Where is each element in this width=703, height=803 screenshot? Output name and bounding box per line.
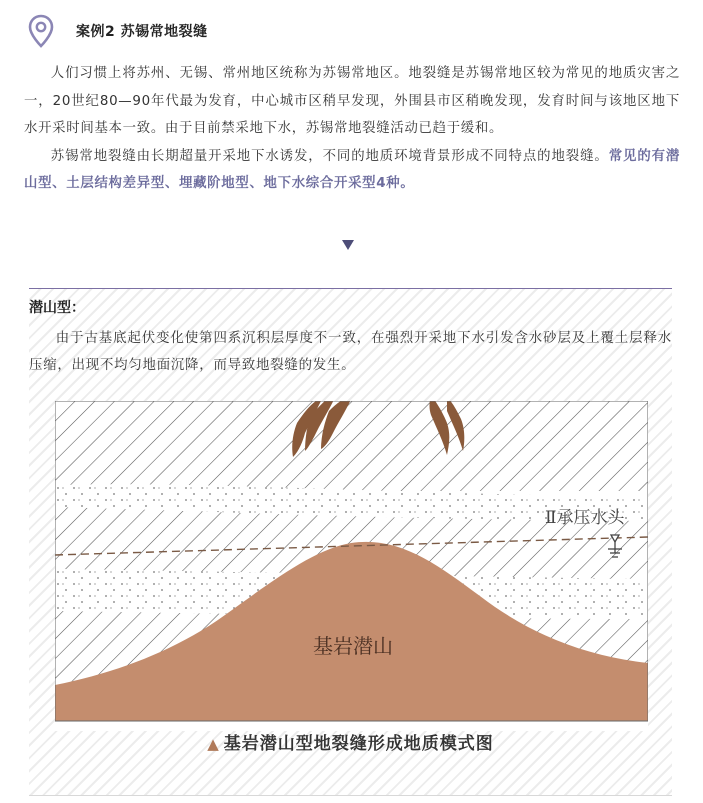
caption-triangle-icon: ▲ (207, 735, 220, 753)
section-text (29, 325, 672, 379)
intro-paragraph-1: 人们习惯上将苏州、无锡、常州地区统称为苏锡常地区。地裂缝是苏锡常地区较为常见的地质灾害之一，20世纪80—90年代最为发育，中心城市区稍早发现，外围县市区稍晚发现，发育时间与该地区地下水开采时间基本一致。由于目前禁采地下水，苏锡常地裂缝活动已趋于缓和。 (24, 66, 680, 136)
section-paragraph: 由于古基底起伏变化使第四系沉积层厚度不一致，在强烈开采地下水引发含水砂层及上覆土层释水压缩，出现不均匀地面沉降，而导致地裂缝的发生。 (29, 331, 672, 373)
submerged-hill-panel (29, 288, 672, 796)
case-title: 案例2 苏锡常地裂缝 (76, 24, 208, 40)
case-header (28, 14, 208, 48)
intro-paragraph-2-text: 苏锡常地裂缝由长期超量开采地下水诱发，不同的地质环境背景形成不同特点的地裂缝。 (50, 148, 609, 164)
location-pin-icon (28, 14, 54, 48)
intro-paragraph-2 (24, 143, 680, 198)
section-title: 潜山型： (29, 300, 85, 316)
geology-diagram (55, 401, 648, 773)
caption-text: 基岩潜山型地裂缝形成地质模式图 (223, 734, 494, 754)
figure-caption (29, 729, 672, 754)
intro-text (24, 60, 680, 198)
aquifer-label: Ⅱ承压水头 (545, 508, 625, 528)
triangle-down-icon (342, 240, 354, 250)
clay-layer-top (55, 401, 648, 491)
bedrock-label: 基岩潜山 (313, 634, 393, 658)
crack-types-highlight: 常见的有潜山型、土层结构差异型、埋藏阶地型、地下水综合开采型4种。 (24, 148, 681, 191)
